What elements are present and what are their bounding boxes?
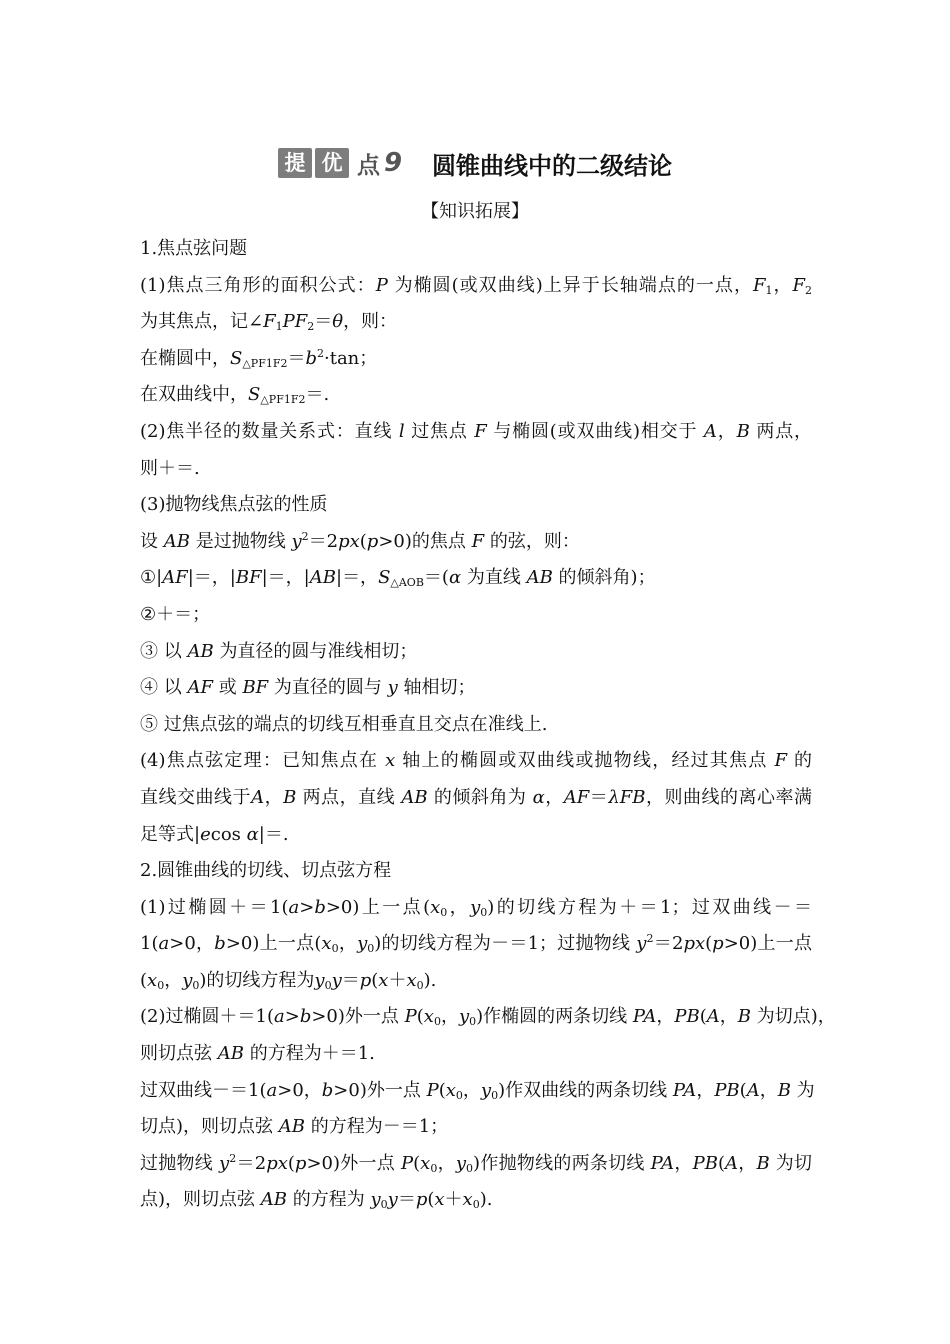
section-label: 【知识拓展】 bbox=[421, 201, 529, 222]
para-2-line-1: (2)焦半径的数量关系式：直线 l 过焦点 F 与椭圆(或双曲线)相交于 A，B 两点， bbox=[140, 420, 813, 442]
para-1-line-2: 为其焦点，记$\angle F_1PF_2=\theta$，则： bbox=[140, 311, 398, 334]
para-4-line-1: (4)焦点弦定理：已知焦点在 x 轴上的椭圆或双曲线或抛物线，经过其焦点 F 的 bbox=[140, 750, 812, 772]
property-4: ④ 以 AF 或 BF 为直径的圆与 y 轴相切； bbox=[140, 677, 476, 699]
chord-para-3-line-1: 过抛物线 $y^2=2px(p>0)$外一点 $P(x_0$，$y_0$)作抛物线的两条切线 PA，PB(A，B 为切 bbox=[140, 1151, 813, 1175]
badge-number: 9 bbox=[383, 148, 403, 178]
badge-char-1: 提 bbox=[278, 148, 312, 178]
chord-para-3-line-2: 点)，则切点弦 AB 的方程为 $y_0y=p(x+x_0)$. bbox=[140, 1189, 493, 1212]
badge-char-2: 优 bbox=[315, 148, 349, 178]
para-4-line-3: 足等式|ecos α|＝. bbox=[140, 823, 289, 845]
chord-para-1-line-2: 则切点弦 AB 的方程为＋＝1. bbox=[140, 1043, 375, 1065]
heading-2: 2.圆锥曲线的切线、切点弦方程 bbox=[140, 860, 392, 882]
property-2: ②＋＝； bbox=[140, 603, 211, 625]
chord-para-2-line-2: 切点)，则切点弦 AB 的方程为－＝1； bbox=[140, 1116, 449, 1138]
tangent-para-1-line-1: (1)过椭圆＋＝1(a>b>0)上一点($x_0$，$y_0$)的切线方程为＋＝1；过双曲线－＝ bbox=[140, 896, 812, 919]
heading-1: 1.焦点弦问题 bbox=[140, 238, 248, 259]
section-badge bbox=[278, 147, 402, 180]
tangent-para-1-line-2: 1(a>0，b>0)上一点($x_0$，$y_0$)的切线方程为－＝1；过抛物线 $y^2=2px(p>0)$上一点 bbox=[140, 932, 813, 956]
ellipse-area-formula: 在椭圆中，$S_{\triangle PF1F2}=b^2\cdot\tan$； bbox=[140, 346, 378, 370]
chord-para-1-line-1: (2)过椭圆＋＝1(a>b>0)外一点 $P(x_0$，$y_0$)作椭圆的两条切线 PA，PB(A，B 为切点)， bbox=[140, 1006, 836, 1029]
chord-para-2-line-1: 过双曲线－＝1(a>0，b>0)外一点 $P(x_0$，$y_0$)作双曲线的两条切线 PA，PB(A，B 为 bbox=[140, 1079, 815, 1102]
para-2-line-2: 则＋＝. bbox=[140, 457, 200, 479]
para-1-line-1: (1)焦点三角形的面积公式：P 为椭圆(或双曲线)上异于长轴端点的一点，$F_1$，$F_2$ bbox=[140, 274, 813, 297]
para-4-line-2: 直线交曲线于A，B 两点，直线 AB 的倾斜角为 α，AF＝λFB，则曲线的离心率满 bbox=[140, 786, 813, 808]
page-title: 圆锥曲线中的二级结论 bbox=[432, 151, 673, 180]
property-1: ①|AF|＝，|BF|＝，|AB|＝，$S_{\triangle AOB}=(\alpha$ 为直线 AB 的倾斜角)； bbox=[140, 567, 656, 590]
tangent-para-1-line-3: ($x_0$，$y_0$)的切线方程为$y_0y=p(x+x_0)$. bbox=[140, 969, 437, 992]
para-3-line-1: 设 AB 是过抛物线 $y^2=2px(p>0)$的焦点 F 的弦，则： bbox=[140, 529, 580, 552]
content-body bbox=[140, 231, 836, 1219]
hyperbola-area-formula: 在双曲线中，$S_{\triangle PF1F2}=$. bbox=[140, 384, 330, 407]
property-3: ③ 以 AB 为直径的圆与准线相切； bbox=[140, 640, 418, 662]
title-row bbox=[0, 140, 950, 186]
badge-text: 点 bbox=[356, 152, 380, 179]
property-5: ⑤ 过焦点弦的端点的切线互相垂直且交点在准线上. bbox=[140, 713, 548, 735]
para-3-title: (3)抛物线焦点弦的性质 bbox=[140, 494, 328, 516]
